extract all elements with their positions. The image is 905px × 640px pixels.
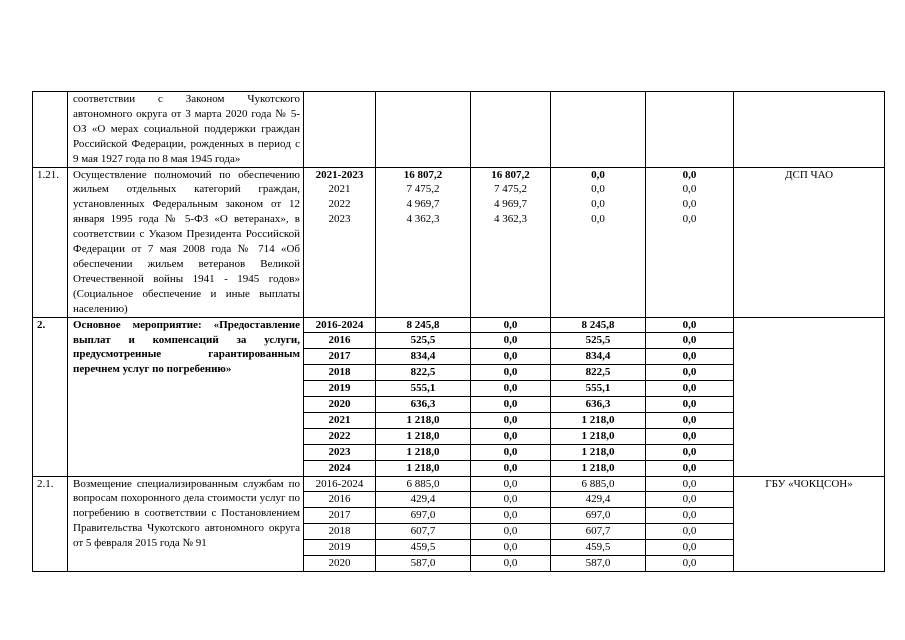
total-cell: 16 807,2: [403, 168, 443, 181]
column-3-cell: 1 218,0: [551, 429, 645, 445]
column-4-cell: 0,0: [682, 213, 697, 226]
year-cell: 2021: [328, 183, 351, 196]
total-cell: 1 218,0: [376, 429, 470, 445]
column-2-cell: 0,0: [503, 461, 518, 474]
column-4-cell: 0,0: [646, 397, 733, 413]
responsible-executor: ДСП ЧАО: [734, 167, 885, 317]
total-cell: 1 218,0: [376, 413, 470, 429]
total-cells: [376, 167, 471, 317]
year-cell: 2017: [304, 349, 375, 365]
column-2-cell: 0,0: [471, 318, 550, 334]
column-4-cell: 0,0: [646, 349, 733, 365]
responsible-executor: ГБУ «ЧОКЦСОН»: [734, 476, 885, 571]
year-cell: 2020: [304, 397, 375, 413]
column-4-cell: 0,0: [682, 461, 697, 474]
column-2-cell: 0,0: [471, 524, 550, 540]
column-4-cells: [646, 92, 734, 168]
total-cell: 587,0: [410, 556, 436, 569]
column-4-cell: 0,0: [646, 524, 733, 540]
column-3-cell: 6 885,0: [551, 477, 645, 493]
year-cell: 2022: [304, 429, 375, 445]
column-2-cells: [471, 476, 551, 571]
column-4-cell: 0,0: [646, 365, 733, 381]
total-cells: [376, 476, 471, 571]
column-2-cell: 0,0: [471, 477, 550, 493]
column-3-cell: 587,0: [585, 556, 611, 569]
measure-name: соответствии с Законом Чукотского автономного округа от 3 марта 2020 года № 5-ОЗ «О мерах социальной поддержки граждан Российской Федерации, рожденных в период с 9 мая 1927 года по 8 мая 1945 года»: [68, 92, 304, 168]
column-2-cells: [471, 317, 551, 476]
total-cell: 834,4: [376, 349, 470, 365]
column-4-cell: 0,0: [682, 198, 697, 211]
year-cell: 2016: [304, 333, 375, 349]
column-2-cell: 0,0: [471, 413, 550, 429]
row-number: 2.1.: [33, 476, 68, 571]
total-cell: 1 218,0: [376, 445, 470, 461]
total-cell: 822,5: [376, 365, 470, 381]
column-4-cell: 0,0: [682, 556, 697, 569]
measure-name: Осуществление полномочий по обеспечению жильем отдельных категорий граждан, установленных Федеральным законом от 12 января 1995 года № 5-ФЗ «О ветеранах», в соответствии с Указом Президента Российской Федерации от 7 мая 2008 года № 714 «Об обеспечении жильем ветеранов Великой Отечественной войны 1941 - 1945 годов» (Социальное обеспечение и иные выплаты населению): [68, 167, 304, 317]
column-4-cell: 0,0: [646, 492, 733, 508]
total-cells: [376, 92, 471, 168]
column-3-cell: 822,5: [551, 365, 645, 381]
column-4-cell: 0,0: [646, 508, 733, 524]
year-cell: 2016: [304, 492, 375, 508]
year-cell: 2021-2023: [315, 168, 364, 181]
column-2-cell: 0,0: [471, 365, 550, 381]
column-3-cell: 0,0: [591, 168, 605, 181]
column-2-cell: 0,0: [503, 556, 518, 569]
column-4-cell: 0,0: [682, 183, 697, 196]
row-number: 1.21.: [33, 167, 68, 317]
column-2-cell: 0,0: [471, 349, 550, 365]
column-2-cell: 7 475,2: [494, 183, 527, 196]
column-3-cell: 459,5: [551, 540, 645, 556]
measure-name: Основное мероприятие: «Предоставление выплат и компенсаций за услуги, предусмотренные гарантированным перечнем услуг по погребению»: [68, 317, 304, 476]
table-body: [33, 92, 885, 572]
year-cell: 2019: [304, 540, 375, 556]
column-3-cell: 429,4: [551, 492, 645, 508]
total-cell: 555,1: [376, 381, 470, 397]
column-2-cell: 0,0: [471, 397, 550, 413]
total-cell: 1 218,0: [406, 461, 440, 474]
year-cell: 2017: [304, 508, 375, 524]
column-2-cells: [471, 92, 551, 168]
row-number: 2.: [33, 317, 68, 476]
year-cell: 2024: [328, 461, 351, 474]
column-3-cells: [551, 317, 646, 476]
table-row: [33, 317, 885, 476]
column-2-cell: 0,0: [471, 540, 550, 556]
total-cell: 8 245,8: [376, 318, 470, 334]
table-row: [33, 92, 885, 168]
responsible-executor: [734, 317, 885, 476]
column-3-cell: 0,0: [591, 198, 605, 211]
year-cells: [304, 317, 376, 476]
column-2-cell: 4 362,3: [494, 213, 527, 226]
column-3-cell: 834,4: [551, 349, 645, 365]
total-cell: 4 362,3: [406, 213, 440, 226]
program-table: [32, 91, 885, 572]
row-number: [33, 92, 68, 168]
column-3-cell: 555,1: [551, 381, 645, 397]
year-cell: 2023: [328, 213, 351, 226]
column-4-cell: 0,0: [646, 333, 733, 349]
column-2-cell: 0,0: [471, 333, 550, 349]
column-4-cell: 0,0: [646, 477, 733, 493]
table-row: [33, 476, 885, 571]
total-cell: 525,5: [376, 333, 470, 349]
column-4-cell: 0,0: [646, 318, 733, 334]
column-4-cell: 0,0: [646, 381, 733, 397]
column-4-cell: 0,0: [646, 413, 733, 429]
column-2-cell: 0,0: [471, 508, 550, 524]
column-3-cell: 1 218,0: [551, 413, 645, 429]
column-3-cells: [551, 92, 646, 168]
column-3-cell: 1 218,0: [551, 445, 645, 461]
year-cells: [304, 92, 376, 168]
year-cell: 2016-2024: [304, 477, 375, 493]
year-cell: 2018: [304, 524, 375, 540]
column-3-cell: 607,7: [551, 524, 645, 540]
column-4-cells: [646, 167, 734, 317]
column-3-cell: 8 245,8: [551, 318, 645, 334]
column-3-cell: 525,5: [551, 333, 645, 349]
year-cell: 2020: [328, 556, 351, 569]
column-3-cell: 697,0: [551, 508, 645, 524]
column-2-cell: 0,0: [471, 492, 550, 508]
column-3-cell: 636,3: [551, 397, 645, 413]
total-cell: 6 885,0: [376, 477, 470, 493]
year-cell: 2018: [304, 365, 375, 381]
total-cell: 459,5: [376, 540, 470, 556]
year-cell: 2022: [328, 198, 351, 211]
year-cell: 2021: [304, 413, 375, 429]
total-cell: 607,7: [376, 524, 470, 540]
year-cell: 2023: [304, 445, 375, 461]
column-4-cell: 0,0: [646, 540, 733, 556]
column-2-cell: 0,0: [471, 381, 550, 397]
total-cell: 4 969,7: [406, 198, 440, 211]
year-cells: [304, 167, 376, 317]
total-cell: 7 475,2: [406, 183, 440, 196]
column-4-cells: [646, 476, 734, 571]
column-4-cell: 0,0: [646, 429, 733, 445]
column-2-cell: 4 969,7: [494, 198, 527, 211]
total-cells: [376, 317, 471, 476]
column-2-cell: 0,0: [471, 445, 550, 461]
responsible-executor: [734, 92, 885, 168]
total-cell: 697,0: [376, 508, 470, 524]
year-cell: 2016-2024: [304, 318, 375, 334]
total-cell: 636,3: [376, 397, 470, 413]
total-cell: 429,4: [376, 492, 470, 508]
column-2-cell: 0,0: [471, 429, 550, 445]
column-4-cells: [646, 317, 734, 476]
year-cell: 2019: [304, 381, 375, 397]
column-3-cell: 0,0: [591, 213, 605, 226]
column-4-cell: 0,0: [646, 445, 733, 461]
table-row: [33, 167, 885, 317]
column-4-cell: 0,0: [682, 168, 697, 181]
column-2-cell: 16 807,2: [491, 168, 530, 181]
column-3-cell: 1 218,0: [581, 461, 615, 474]
measure-name: Возмещение специализированным службам по вопросам похоронного дела стоимости услуг по погребению в соответствии с Постановлением Правительства Чукотского автономного округа от 5 февраля 2015 года № 91: [68, 476, 304, 571]
column-3-cell: 0,0: [591, 183, 605, 196]
year-cells: [304, 476, 376, 571]
column-3-cells: [551, 167, 646, 317]
column-3-cells: [551, 476, 646, 571]
column-2-cells: [471, 167, 551, 317]
